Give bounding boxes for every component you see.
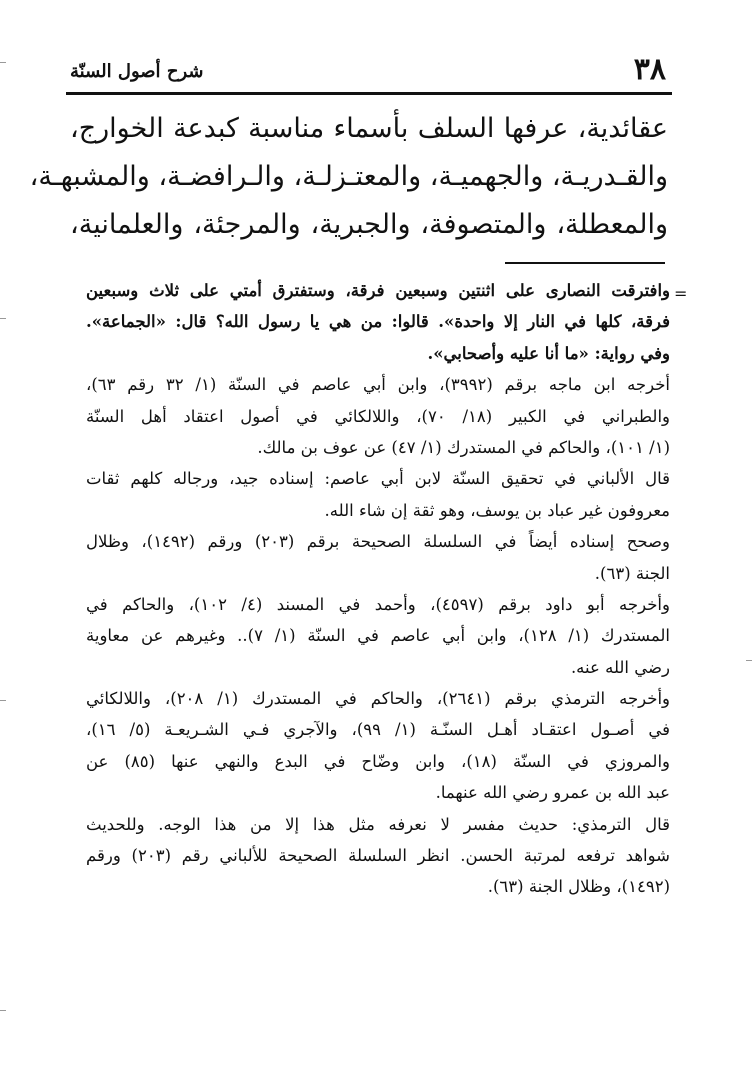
footnote-line: رضي الله عنه.	[570, 657, 670, 677]
footnote-line: والمروزي في السنّة (١٨)، وابن وضّاح في البدع والنهي عنها (٨٥) عن	[86, 751, 670, 771]
scan-edge-mark	[0, 318, 6, 319]
footnote-line: فرقة، كلها في النار إلا واحدة». قالوا: من هي يا رسول الله؟ قال: «الجماعة».	[86, 312, 670, 332]
scan-edge-mark	[0, 62, 6, 63]
footnote-line: وأخرجه الترمذي برقم (٢٦٤١)، والحاكم في المستدرك (١/ ٢٠٨)، واللالكائي	[86, 689, 670, 709]
footnote-line: وافترقت النصارى على اثنتين وسبعين فرقة، وستفترق أمتي على ثلاث وسبعين	[86, 281, 670, 300]
scan-edge-mark	[746, 660, 752, 661]
scan-edge-mark	[0, 1010, 6, 1011]
footnote-continuation-mark: =	[674, 284, 688, 303]
footnote-line: وأخرجه أبو داود برقم (٤٥٩٧)، وأحمد في المسند (٤/ ١٠٢)، والحاكم في	[86, 594, 670, 614]
footnote-line: قال الترمذي: حديث مفسر لا نعرفه مثل هذا إلا من هذا الوجه. وللحديث	[86, 814, 670, 834]
page-number: ٣٨	[633, 52, 666, 87]
main-text-line: والمعطلة، والمتصوفة، والجبرية، والمرجئة، والعلمانية،	[70, 209, 668, 240]
footnote-line: وصحح إسناده أيضاً في السلسلة الصحيحة برقم (٢٠٣) ورقم (١٤٩٢)، وظلال	[86, 532, 670, 552]
footnotes	[86, 275, 670, 903]
main-text-line: عقائدية، عرفها السلف بأسماء مناسبة كبدعة الخوارج،	[70, 113, 668, 144]
footnote-line: وفي رواية: «ما أنا عليه وأصحابي».	[427, 343, 670, 363]
footnote-line: (١/ ١٠١)، والحاكم في المستدرك (١/ ٤٧) عن عوف بن مالك.	[257, 437, 670, 457]
footnote-separator	[505, 262, 665, 264]
main-text	[29, 105, 668, 249]
footnote-line: أخرجه ابن ماجه برقم (٣٩٩٢)، وابن أبي عاصم في السنّة (١/ ٣٢ رقم ٦٣)،	[86, 375, 670, 395]
footnote-line: المستدرك (١/ ١٢٨)، وابن أبي عاصم في السنّة (١/ ٧).. وغيرهم عن معاوية	[86, 626, 670, 646]
footnote-line: معروفون غير عباد بن يوسف، وهو ثقة إن شاء الله.	[324, 500, 670, 520]
footnote-line: عبد الله بن عمرو رضي الله عنهما.	[435, 783, 670, 803]
header-rule	[66, 92, 672, 95]
footnote-line: (١٤٩٢)، وظلال الجنة (٦٣).	[487, 877, 670, 897]
main-text-line: والقـدريـة، والجهميـة، والمعتـزلـة، والـرافضـة، والمشبهـة،	[29, 161, 668, 192]
scan-edge-mark	[0, 700, 6, 701]
page-header	[66, 52, 672, 92]
running-title: شرح أصول السنّة	[70, 61, 204, 82]
footnote-line: شواهد ترفعه لمرتبة الحسن. انظر السلسلة الصحيحة للألباني رقم (٢٠٣) ورقم	[86, 846, 670, 866]
footnote-line: الجنة (٦٣).	[594, 563, 670, 583]
footnote-line: والطبراني في الكبير (١٨/ ٧٠)، واللالكائي في أصول اعتقاد أهل السنّة	[86, 406, 670, 426]
footnote-line: في أصـول اعتقـاد أهـل السنّـة (١/ ٩٩)، والآجري فـي الشـريعـة (٥/ ١٦)،	[86, 720, 670, 740]
footnote-line: قال الألباني في تحقيق السنّة لابن أبي عاصم: إسناده جيد، ورجاله كلهم ثقات	[86, 469, 670, 489]
